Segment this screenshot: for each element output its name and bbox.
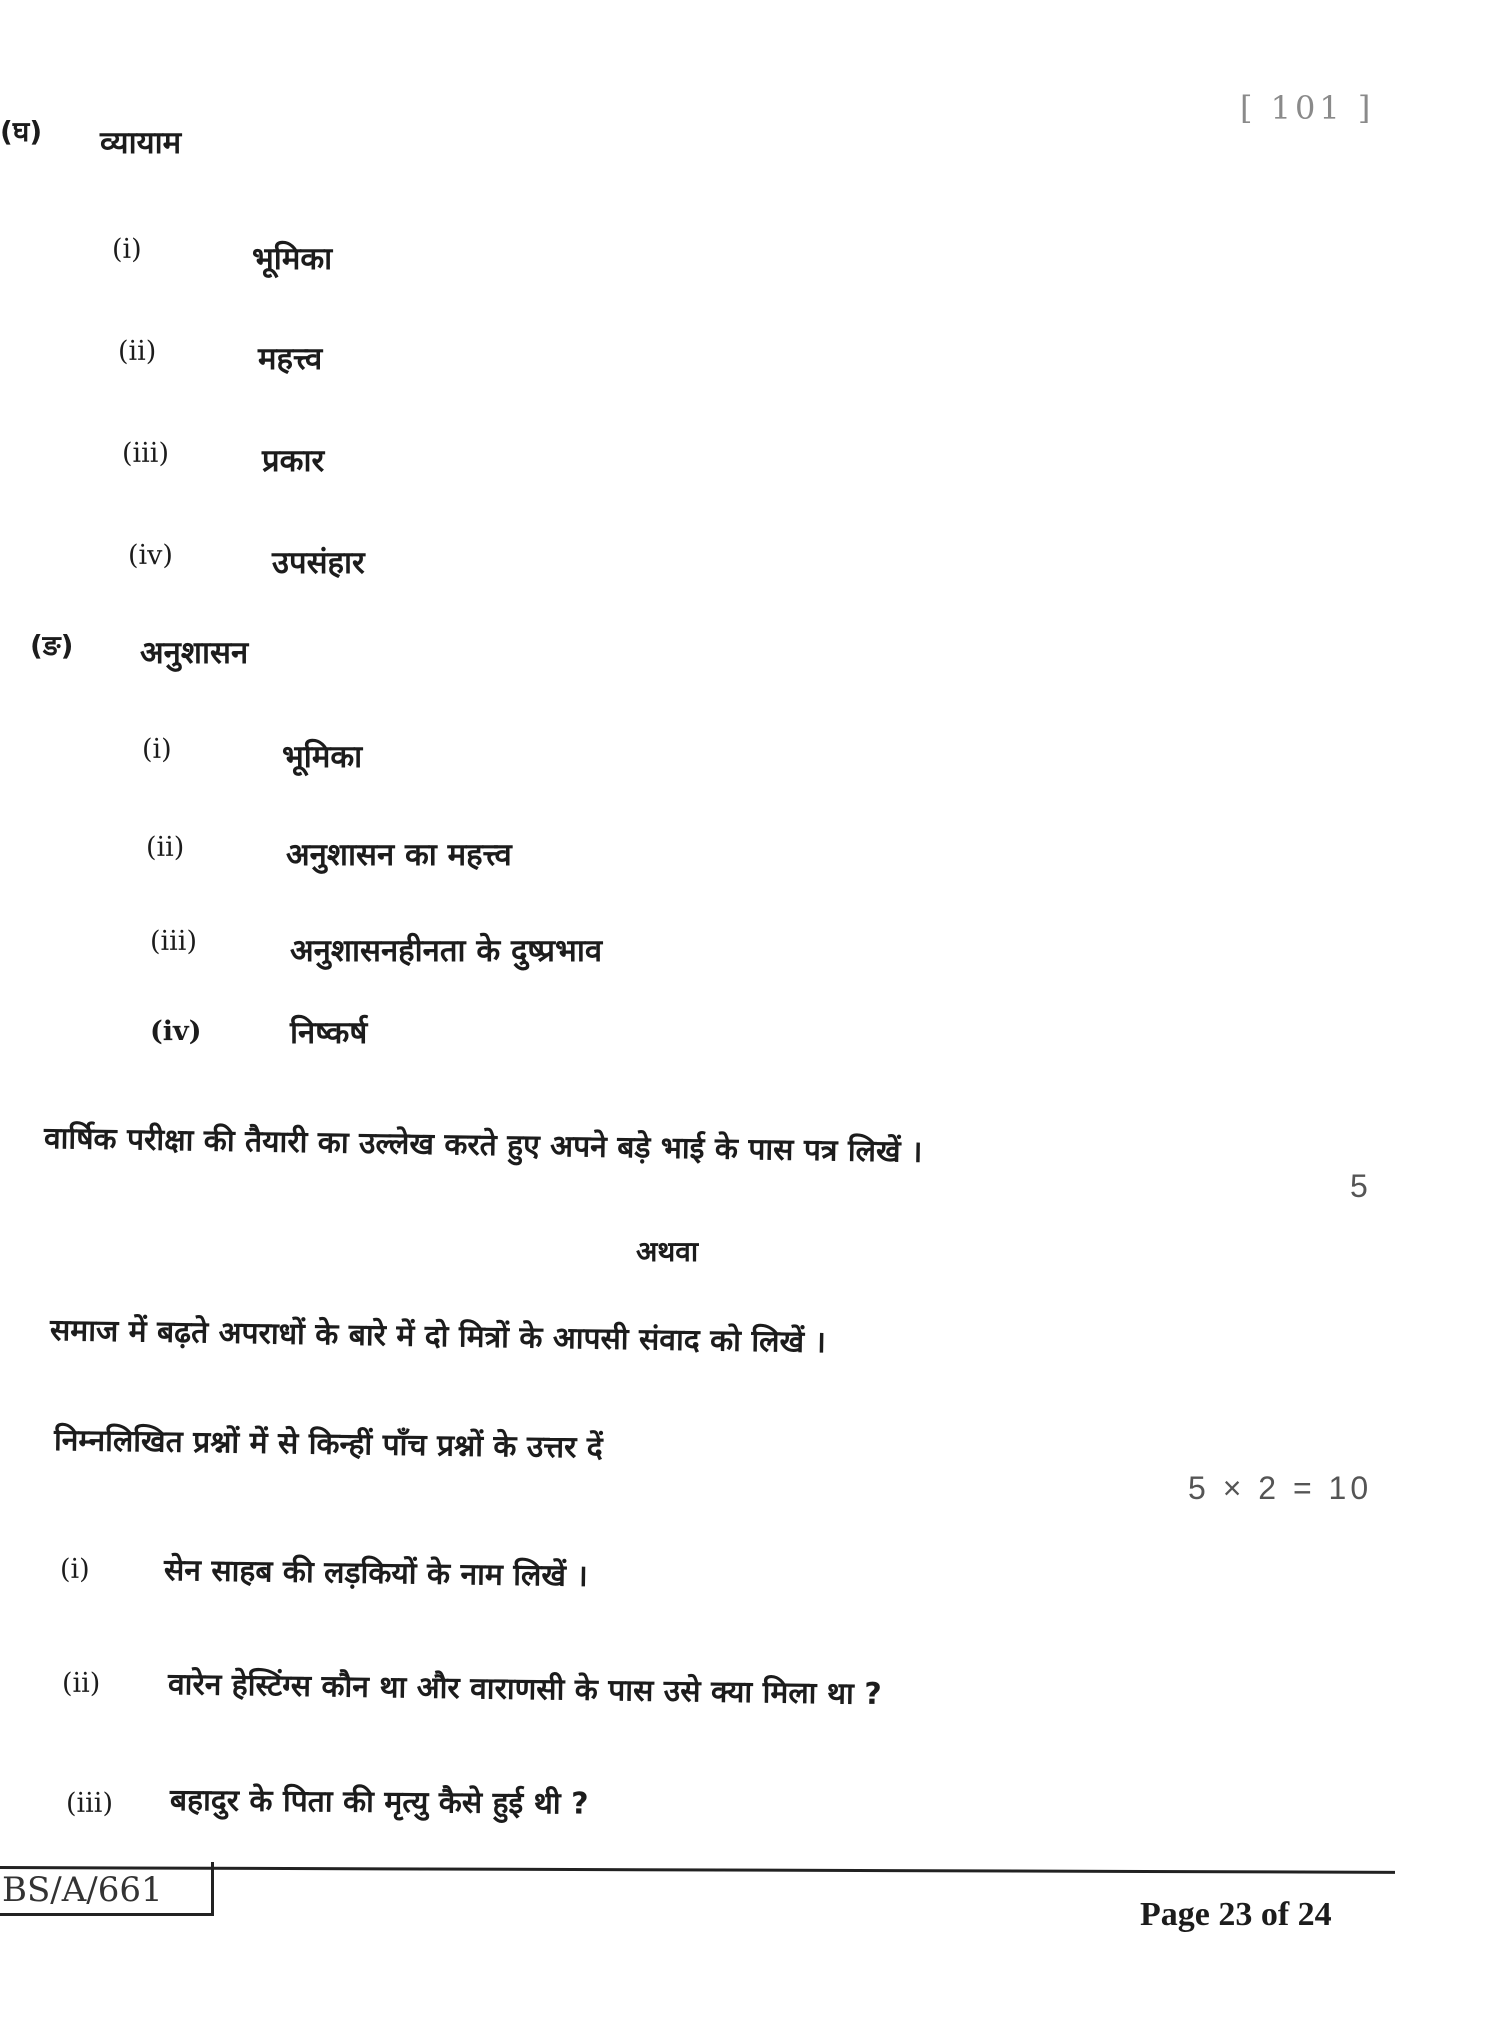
letter-marks: 5 [1350, 1168, 1368, 1204]
nga-point-text: निष्कर्ष [290, 1015, 368, 1051]
or-label: अथवा [636, 1235, 699, 1268]
gha-point-num: (i) [112, 234, 142, 265]
page-number: Page 23 of 24 [1140, 1896, 1332, 1933]
short-question-text: सेन साहब की लड़कियों के नाम लिखें । [163, 1553, 588, 1594]
section-gha-title: व्यायाम [100, 125, 182, 161]
nga-point-num: (iv) [150, 1016, 202, 1047]
nga-point-num: (i) [142, 734, 172, 765]
gha-point-num: (iii) [122, 438, 169, 469]
gha-point-text: भूमिका [252, 241, 333, 277]
short-questions-instruction: निम्नलिखित प्रश्नों में से किन्हीं पाँच प्रश्नों के उत्तर दें [53, 1423, 603, 1466]
gha-point-text: प्रकार [262, 443, 325, 479]
nga-point-num: (ii) [146, 832, 185, 863]
section-nga-title: अनुशासन [140, 635, 249, 671]
nga-point-text: अनुशासन का महत्त्व [286, 837, 512, 873]
alt-question: समाज में बढ़ते अपराधों के बारे में दो मित्रों के आपसी संवाद को लिखें । [49, 1313, 827, 1361]
section-nga-marker: (ङ) [30, 629, 74, 662]
short-question-num: (i) [60, 1554, 90, 1585]
section-gha-marker: (घ) [0, 115, 43, 148]
short-question-text: वारेन हेस्टिंग्स कौन था और वाराणसी के पास उसे क्या मिला था ? [167, 1667, 882, 1712]
nga-point-num: (iii) [150, 926, 197, 957]
short-questions-marks: 5 × 2 = 10 [1188, 1470, 1373, 1506]
paper-code: BS/A/661 [2, 1870, 163, 1910]
nga-point-text: अनुशासनहीनता के दुष्प्रभाव [290, 933, 603, 969]
gha-point-text: महत्त्व [258, 341, 323, 377]
page-ref: [ 101 ] [1240, 89, 1375, 127]
short-question-num: (iii) [66, 1788, 113, 1819]
gha-point-text: उपसंहार [272, 545, 365, 581]
nga-point-text: भूमिका [282, 739, 363, 775]
gha-point-num: (iv) [128, 540, 173, 571]
letter-question: वार्षिक परीक्षा की तैयारी का उल्लेख करते हुए अपने बड़े भाई के पास पत्र लिखें । [43, 1121, 923, 1170]
gha-point-num: (ii) [118, 336, 157, 367]
short-question-num: (ii) [62, 1668, 101, 1699]
short-question-text: बहादुर के पिता की मृत्यु कैसे हुई थी ? [169, 1783, 589, 1822]
